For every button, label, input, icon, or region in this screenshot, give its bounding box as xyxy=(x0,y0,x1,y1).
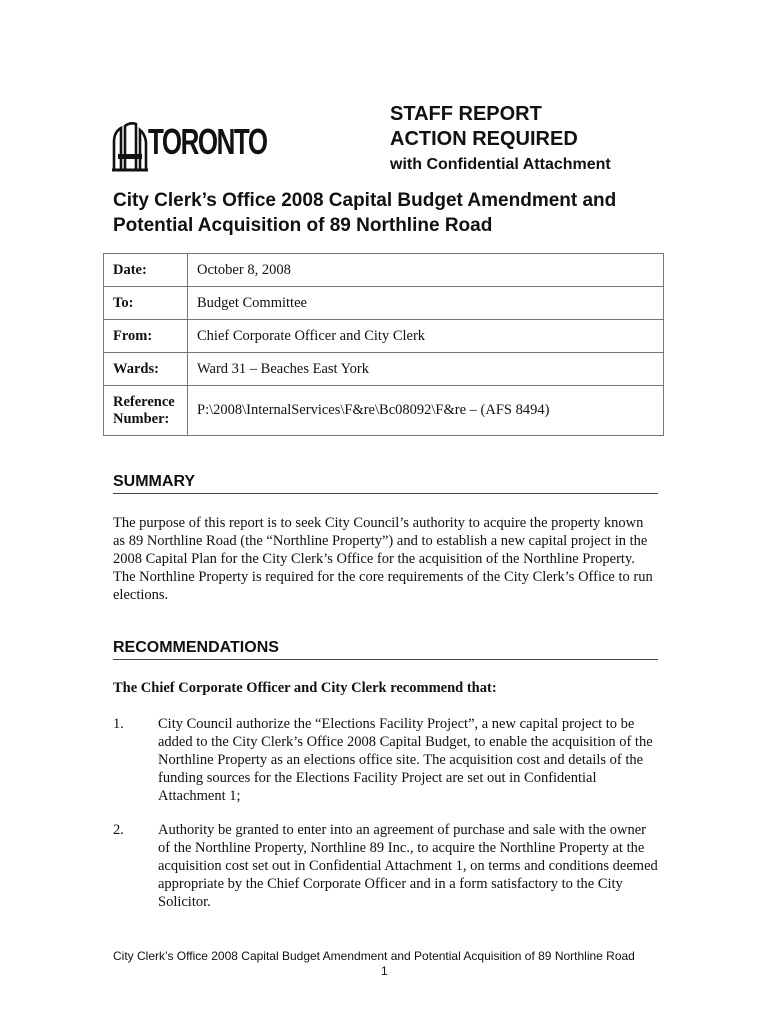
toronto-logo xyxy=(112,120,267,172)
recommendation-item-1 xyxy=(113,715,658,805)
action-required: ACTION REQUIRED xyxy=(390,128,578,150)
meta-row-reference xyxy=(104,386,664,436)
to-label: To: xyxy=(104,287,188,320)
summary-text: The purpose of this report is to seek City Council’s authority to acquire the property known as 89 Northline Road (the “Northline Property”) and to establish a new capital project in the 2008 Capital Plan for the City Clerk’s Office for the acquisition of the Northline Property. The Northline Property is required for the core requirements of the City Clerk’s Office to run elections. xyxy=(113,515,653,603)
city-hall-icon xyxy=(112,120,148,172)
recommendations-lead: The Chief Corporate Officer and City Clerk recommend that: xyxy=(113,680,497,696)
reference-value: P:\2008\InternalServices\F&re\Bc08092\F&re – (AFS 8494) xyxy=(188,386,664,436)
page-number: 1 xyxy=(381,964,388,978)
report-type: STAFF REPORT xyxy=(390,103,542,125)
recommendation-item-2 xyxy=(113,821,658,911)
footer-title: City Clerk’s Office 2008 Capital Budget Amendment and Potential Acquisition of 89 Northline Road xyxy=(113,949,635,963)
page-footer xyxy=(113,949,653,978)
reference-label xyxy=(104,386,188,436)
reference-label-line-1: Reference xyxy=(113,393,175,410)
recommendation-text-2: Authority be granted to enter into an agreement of purchase and sale with the owner of the Northline Property, Northline 89 Inc., to acquire the Northline Property at the acquisition cost set out in Confidential Attachment 1, on terms and conditions deemed appropriate by the Chief Corporate Officer and in a form satisfactory to the City Solicitor. xyxy=(158,822,658,910)
date-label: Date: xyxy=(104,254,188,287)
reference-label-line-2: Number: xyxy=(113,410,170,427)
summary-heading: SUMMARY xyxy=(113,473,658,494)
meta-row-to xyxy=(104,287,664,320)
recommendation-number-2: 2. xyxy=(113,822,124,838)
logo-wordmark: TORONTO xyxy=(148,121,267,162)
to-value: Budget Committee xyxy=(188,287,664,320)
wards-label: Wards: xyxy=(104,353,188,386)
meta-row-date xyxy=(104,254,664,287)
attachment-note: with Confidential Attachment xyxy=(390,156,611,173)
from-label: From: xyxy=(104,320,188,353)
meta-row-from xyxy=(104,320,664,353)
date-value: October 8, 2008 xyxy=(188,254,664,287)
report-meta-table xyxy=(103,253,664,436)
meta-row-wards xyxy=(104,353,664,386)
title-line-1: City Clerk’s Office 2008 Capital Budget Amendment and xyxy=(113,190,617,211)
from-value: Chief Corporate Officer and City Clerk xyxy=(188,320,664,353)
recommendations-heading: RECOMMENDATIONS xyxy=(113,639,658,660)
document-title xyxy=(113,188,673,238)
report-header xyxy=(390,102,611,176)
wards-value: Ward 31 – Beaches East York xyxy=(188,353,664,386)
title-line-2: Potential Acquisition of 89 Northline Road xyxy=(113,215,493,236)
recommendation-number-1: 1. xyxy=(113,716,124,732)
recommendation-text-1: City Council authorize the “Elections Facility Project”, a new capital project to be added to the City Clerk’s Office 2008 Capital Budget, to enable the acquisition of the Northline Property as an elections office site. The acquisition cost and details of the funding sources for the Elections Facility Project are set out in Confidential Attachment 1; xyxy=(158,716,653,804)
